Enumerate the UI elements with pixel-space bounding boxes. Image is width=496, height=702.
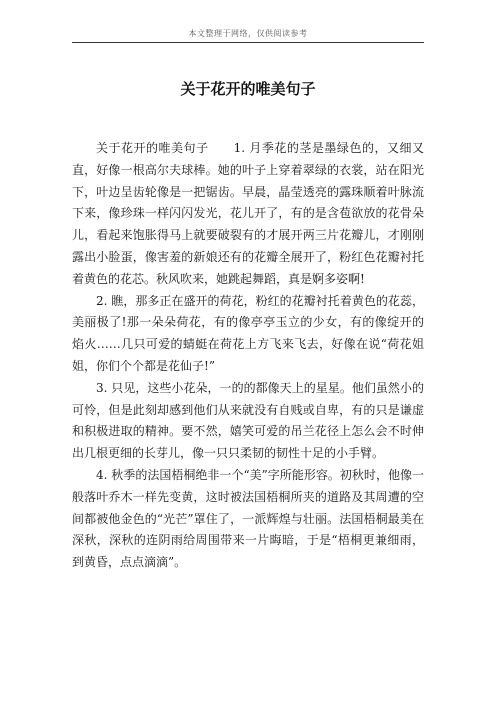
header-divider [72, 42, 424, 43]
paragraph-4: 4. 秋季的法国梧桐绝非一个“美”字所能形容。初秋时，他像一般落叶乔木一样先变黄，这时被法国梧桐所夹的道路及其周遭的空间都被他金色的“光芒”罩住了，一派辉煌与壮丽。法国梧桐最美在深秋，深秋的连阴雨给周围带来一片晦暗，于是“梧桐更兼细雨，到黄昏，点点滴滴”。 [72, 467, 424, 570]
page-title: 关于花开的唯美句子 [180, 80, 316, 98]
document-body [72, 138, 424, 574]
paragraph-3: 3. 只见，这些小花朵，一的的都像天上的星星。他们虽然小的可怜，但是此刻却感到他们从来就没有自贱或自卑，有的只是谦虚和积极进取的精神。要不然，嬉笑可爱的吊兰花径上怎么会不时伸出几根更细的长芽儿，像一只只柔韧的韧性十足的小手臂。 [72, 380, 424, 461]
header-note: 本文整理于网络，仅供阅读参考 [188, 29, 308, 38]
paragraph-2: 2. 瞧，那多正在盛开的荷花，粉红的花瓣衬托着黄色的花蕊，美丽极了!那一朵朵荷花，有的像亭亭玉立的少女，有的像绽开的焰火……几只可爱的蜻蜓在荷花上方飞来飞去，好像在说“荷花姐姐，你们个个都是花仙子!” [72, 293, 424, 373]
paragraph-1: 关于花开的唯美句子 1. 月季花的茎是墨绿色的，又细又直，好像一根高尔夫球棒。她的叶子上穿着翠绿的衣裳，站在阳光下，叶边呈齿轮像是一把锯齿。早晨，晶莹透亮的露珠顺着叶脉流下来，像珍珠一样闪闪发光，花儿开了，有的是含苞欲放的花骨朵儿，看起来饱胀得马上就要破裂有的才展开两三片花瓣儿，才刚刚露出小脸蛋，像害羞的新娘还有的花瓣全展开了，粉红色花瓣衬托着黄色的花芯。秋风吹来，她跳起舞蹈，真是婀多姿啊! [72, 141, 424, 286]
